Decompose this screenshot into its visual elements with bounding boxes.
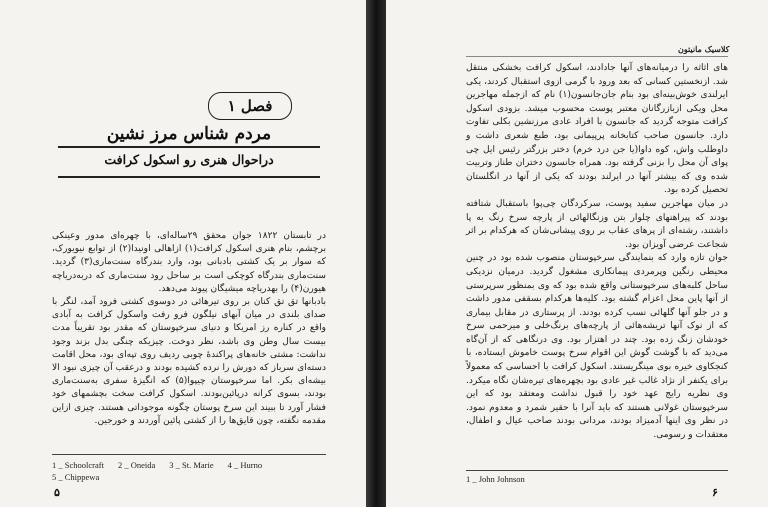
chapter-subtitle: دراحوال هنری رو اسکول کرافت [104,152,274,167]
header-divider [466,56,728,57]
paragraph: های اثاثه را درمیانه‌های آنها جادادند، اسکول کرافت بخشکی منتقل شد. ازنخستین کسانی که بعد ورود با گرمی ازوی استقبال کردند، یکی ایرلندی خوش‌بینه‌ای بود بنام جان‌جانسون(۱) نام که ازجمله مهاجرین محل ویکی ازبازرگانان معتبر پوست محسوب میشد. بزودی اسکول کرافت متوجه گردید که جانسون با افراد عادی مرزنشین بکلی تفاوت دارد. جانسون صاحب کتابخانه پرپیمانی بود، طبع شعری داشت و داوطلب واش، کوه داوا(یا جن درد خرم) دختر بزرگتر رئیس ایل چی پوای آن محل را بزنی گرفته بود. همراه جانسون دختران طناز وتربیت شده وی که بیشتر آنها در ایرلند بودند که یکی از آنها در انگلستان تحصیل کرده بود. [466,63,728,196]
paragraph: بادبانها تق تق کنان بر روی تیرهائی در دوسوی کشتی فرود آمد، لنگر با صدای بلندی در میان آبهای نیلگون فرو رفت واسکول کرافت به آبادی واقع در کناره رز امریکا و دنیای سرخپوستان که مقدر بود تقریباً مدت بیست سال وطن وی باشد، نظر دوخت. چیزیکه چنگی بدل بزند وجود نداشت: مشتی خانه‌های پراکندهٔ چوبی ردیف روی تپه‌ای بود، محل اقامت دسته‌ای سرباز که دورش را نرده کشیده بودند و درعقب آن چیزی نبود الا بیشه‌ای بکر. اما سرخپوستان چیپوا(۵) که انگیزهٔ سفری به‌سنت‌ماری بودند، بسوی کرانه درپائین‌بودند. اسکول کرافت سخت بچشمهای خود فشار آورد تا ببیند این سرخ پوستان چگونه موجوداتی هستند. چیزی ازاین مقدمه نگفته، چون قایق‌ها را از کشتی پائین آوردند و خورجین. [52,297,326,426]
footnote: 1 _ Schoolcraft [52,460,104,470]
right-body-text [466,62,728,443]
chapter-label: فصل ۱ [208,92,292,120]
book-gutter [366,0,386,507]
footnote: 5 _ Chippewa [52,472,100,482]
right-page [386,0,768,507]
title-divider [58,146,320,148]
footnote: 4 _ Hurno [227,460,263,470]
paragraph: در میان مهاجرین سفید پوست، سرکردگان چی‌پوا باستقبال شتافته بودند که پیراهنهای چلوار بتن وزنگالهائی از پارچه سرخ رنگ به پا داشتند، رشته‌ای از پرهای عقاب بر روی پیشانی‌شان که هرکدام بر اثر شجاعت عرضی آویزان بود. [466,198,728,250]
page-number: ۶ [712,486,718,499]
footnote: 1 _ John Johnson [466,474,525,484]
footnote-divider [466,470,728,471]
page-number: ۵ [54,486,60,499]
footnotes [466,474,728,484]
running-head: کلاسیک مانیتون [678,44,730,54]
left-body-text [52,230,326,428]
left-page [0,0,366,507]
footnotes [52,459,326,483]
paragraph: جوان تازه وارد که بنمایندگی سرخپوستان منصوب شده بود در چنین محیطی رنگین وپرمردی پیمانکاری مشغول گردید. درمیان نزدیکی ساحل کلبه‌های سرخپوستانی واقع شده بود که وی بمنظور سرپرستی از آنها پاین محل اعزام گشته بود. کلیه‌ها هرکدام بسقفی مدور داشت و در جلو آنها گلهائی نسب کرده بودند. از پرستاری در مقابل بیماری که از نوک آنها تریشه‌هائی از پارچه‌های برنگ‌خلی و میرحمی سرخ خودشان زنگ زده بود. چند در اهتزار بود. وی درنگاهی که از آن‌گاه می‌دید که با گوشت گوش این اقوام سرخ پوست خاموش ایستاده، با کنجکاوی خیره بوی مینگریستند. اسکول کرافت با احساسی که معمولاً برای یکنفر از نژاد غالب غیر عادی بود بچهره‌های تیره‌شان نگاه میکرد. وی نظریه رایج عهد خود را قبول نداشت ومعتقد بود که این سرخپوستان غولانی هستند که باید آنرا با حقیر شمرد و معدوم نمود. در نظر وی اینها آدمیزاد بودند، مردانی بودند صاحب عیال و اطفال، معتقدات و رسومی. [466,253,728,441]
paragraph: در تابستان ۱۸۲۲ جوان محقق ۲۹ساله‌ای، با چهره‌ای مدور وعینکی برچشم، بنام هنری اسکول کرافت(۱) ازاهالی اونیدا(۲) از توابع نیویورک، که سوار بر یک کشتی بادبانی بود، وارد بندرگاه سنت‌ماری(۳) گردید. سنت‌ماری بندرگاه کوچکی است بر ساحل رود سنت‌ماری که دربه‌دریاچه هیورن(۴) را بهدریاچه میشیگان پیوند می‌دهد. [52,231,327,294]
chapter-title: مردم شناس مرز نشین [106,124,272,144]
footnote: 2 _ Oneida [117,460,156,470]
footnote-divider [52,454,326,455]
subtitle-divider [58,176,320,178]
footnote: 3 _ St. Marie [169,460,214,470]
